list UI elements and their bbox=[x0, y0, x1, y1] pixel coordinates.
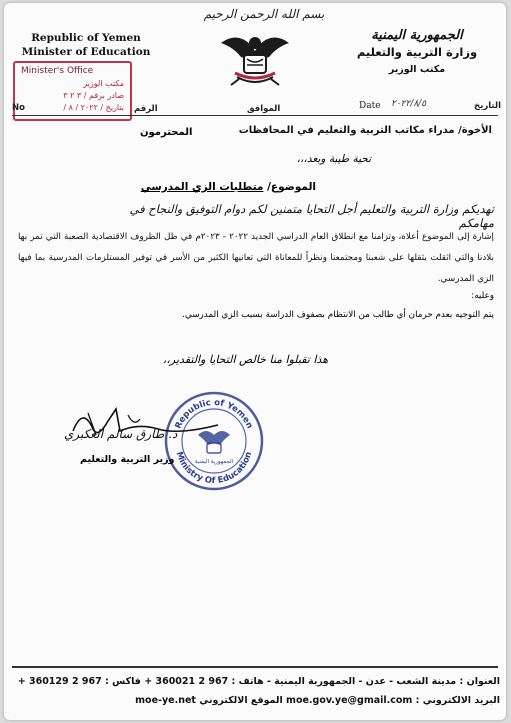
subject-value: متطلبات الزي المدرسي bbox=[140, 181, 264, 193]
yemen-eagle-emblem-icon bbox=[217, 29, 293, 89]
seal-top-text: Republic of Yemen bbox=[173, 397, 255, 431]
footer-contact: البريد الالكتروني : moe.gov.ye@gmail.com الموقع الالكتروني moe-ye.net bbox=[135, 695, 500, 706]
number-en-label: No bbox=[12, 103, 25, 113]
ar-office: مكتب الوزير bbox=[388, 64, 446, 75]
stamp-date: بتاريخ / ٢٠٢٢ / ٨ / bbox=[63, 103, 124, 112]
signatory-title: وزير التربية والتعليم bbox=[80, 454, 175, 465]
footer-divider bbox=[12, 666, 498, 668]
closing: هذا تقبلوا منا خالص التحايا والتقدير،، bbox=[162, 353, 328, 366]
signatory-name: د. طارق سالم العكبري bbox=[64, 427, 178, 441]
bismillah: بسم الله الرحمن الرحيم bbox=[203, 7, 325, 21]
greeting: تحية طيبة وبعد،،، bbox=[296, 153, 371, 165]
date-ar-label: التاريخ bbox=[474, 101, 501, 111]
gregorian-date-label: الموافق bbox=[247, 104, 281, 114]
ar-ministry: وزارة التربية والتعليم bbox=[356, 45, 478, 59]
ar-country: الجمهورية اليمنية bbox=[371, 28, 463, 43]
letter-body: إشارة إلى الموضوع أعلاه، وتزامنا مع انطلاق العام الدراسي الجديد ٢٠٢٢ - ٢٠٢٣م في ظل الظروف الاقتصادية الصعبة التي تمر بها بلادنا والتي اثقلت بثقلها على شعبنا ومجتمعنا ونظراً للمعاناة التي تعانيها الكثير من الأسر في توفير المستلزمات المدرسية بما فيها الزي المدرسي. bbox=[18, 232, 494, 284]
date-en-label: Date bbox=[359, 101, 381, 111]
header-divider bbox=[12, 115, 498, 116]
seal-inner-text: الجمهورية اليمنية bbox=[194, 459, 234, 465]
stamp-title: Minister's Office bbox=[21, 66, 94, 76]
office-stamp bbox=[13, 61, 132, 121]
footer-address: العنوان : مدينة الشعب - عدن - الجمهورية اليمنية - هاتف : 967 2 360021 + فاكس : 967 2 360129 + bbox=[17, 676, 500, 687]
english-letterhead bbox=[16, 31, 156, 59]
honorific: المحترمون bbox=[140, 127, 193, 138]
handwritten-intro: تهديكم وزارة التربية والتعليم أجل التحايا متمنين لكم دوام التوفيق والنجاح في مهامكم bbox=[129, 202, 494, 230]
letter-page bbox=[4, 3, 506, 720]
subject-line bbox=[141, 181, 316, 193]
accordingly-label: وعليه: bbox=[471, 291, 494, 301]
seal-bottom-text: Ministry Of Education bbox=[173, 450, 255, 487]
directive: يتم التوجيه بعدم حرمان أي طالب من الانتظام بصفوف الدراسة بسبب الزي المدرسي. bbox=[182, 310, 494, 320]
stamp-office: مكتب الوزير bbox=[83, 79, 124, 88]
arabic-letterhead bbox=[342, 27, 492, 78]
stamp-number: صادر برقم / ٣ ٢ ٣ bbox=[63, 91, 124, 100]
en-country: Republic of Yemen bbox=[31, 32, 141, 44]
en-ministry: Minister of Education bbox=[21, 46, 151, 58]
addressee: الأخوة/ مدراء مكاتب التربية والتعليم في المحافظات bbox=[238, 125, 492, 136]
date-value: ٢٠٢٢/٨/٥ bbox=[391, 99, 427, 109]
number-ar-label: الرقم bbox=[134, 104, 158, 114]
subject-label: الموضوع/ bbox=[267, 181, 316, 193]
